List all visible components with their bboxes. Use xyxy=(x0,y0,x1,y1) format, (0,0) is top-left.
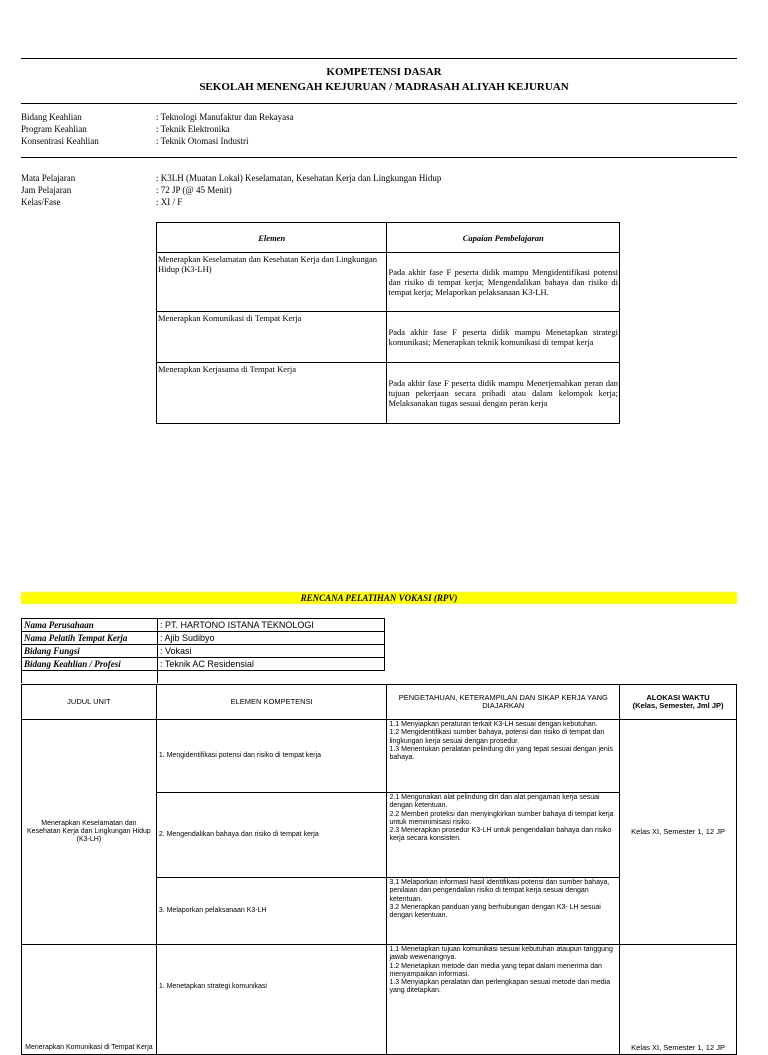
info-block-keahlian xyxy=(21,112,621,146)
info-value: : 72 JP (@ 45 Menit) xyxy=(156,185,232,195)
alokasi-title: ALOKASI WAKTU xyxy=(646,692,710,702)
elemen-cell: Menerapkan Keselamatan dan Kesehatan Kerja dan Lingkungan Hidup (K3-LH) xyxy=(157,253,387,312)
info-label: Mata Pelajaran xyxy=(21,173,76,183)
info-value: : Teknik Otomasi Industri xyxy=(156,136,249,146)
list-item: 2.3 Menerapkan prosedur K3-LH untuk pengendalian bahaya dan risiko kerja secara konsisten. xyxy=(389,827,612,843)
info-label: Nama Pelatih Tempat Kerja xyxy=(22,632,158,645)
elemen-cell: Menerapkan Komunikasi di Tempat Kerja xyxy=(157,312,387,363)
info-rule xyxy=(21,157,737,158)
unit-title-cell: Menerapkan Komunikasi di Tempat Kerja xyxy=(22,945,157,1055)
info-label: Konsentrasi Keahlian xyxy=(21,136,99,146)
top-rule xyxy=(21,58,737,59)
info-label: Jam Pelajaran xyxy=(21,185,72,195)
info-label: Kelas/Fase xyxy=(21,197,61,207)
info-label: Bidang Fungsi xyxy=(22,645,158,658)
column-header-pengetahuan: PENGETAHUAN, KETERAMPILAN DAN SIKAP KERJA YANG DIAJARKAN xyxy=(387,685,620,720)
capaian-cell: Pada akhir fase F peserta didik mampu Menetapkan strategi komunikasi; Menerapkan teknik komunikasi di tempat kerja xyxy=(387,312,620,363)
pengetahuan-cell xyxy=(387,878,620,945)
table-row xyxy=(22,619,385,632)
alokasi-cell: Kelas XI, Semester 1, 12 JP xyxy=(620,945,737,1055)
pengetahuan-cell xyxy=(387,720,620,793)
capaian-table xyxy=(156,222,620,424)
elemen-cell: Menerapkan Kerjasama di Tempat Kerja xyxy=(157,363,387,424)
info-label: Bidang Keahlian xyxy=(21,112,82,122)
info-value: : K3LH (Muatan Lokal) Keselamatan, Kesehatan Kerja dan Lingkungan Hidup xyxy=(156,173,442,183)
info-label: Bidang Keahlian / Profesi xyxy=(22,658,158,671)
column-header-alokasi xyxy=(620,685,737,720)
list-item: 2.1 Mengunakan alat pelindung diri dan alat pengaman kerja sesuai dengan ketentuan. xyxy=(389,794,600,810)
list-item: 1.1 Menyiapkan peraturan terkait K3-LH sesuai dengan kebutuhan. xyxy=(389,721,598,728)
rpv-banner: RENCANA PELATIHAN VOKASI (RPV) xyxy=(21,592,737,604)
table-row xyxy=(157,312,620,363)
info-label: Program Keahlian xyxy=(21,124,87,134)
spacer-cell xyxy=(22,671,158,684)
capaian-cell: Pada akhir fase F peserta didik mampu Mengidentifikasi potensi dan risiko di tempat kerja; Mengendalikan bahaya dan risiko di tempat kerja; Melaporkan pelaksanaan K3-LH. xyxy=(387,253,620,312)
table-row xyxy=(22,645,385,658)
alokasi-subtitle: (Kelas, Semester, Jml JP) xyxy=(632,701,724,710)
pengetahuan-cell xyxy=(387,945,620,1055)
info-value: : Teknologi Manufaktur dan Rekayasa xyxy=(156,112,294,122)
elemen-cell: 3. Melaporkan pelaksanaan K3-LH xyxy=(156,878,387,945)
table-row xyxy=(22,671,385,684)
table-row xyxy=(22,945,737,1055)
elemen-cell: 1. Menetapkan strategi komunikasi xyxy=(156,945,387,1055)
info-value: : Teknik Elektronika xyxy=(156,124,230,134)
spacer-cell xyxy=(158,671,385,684)
list-item: 1.3 Menentukan peralatan pelindung diri yang tepat sesuai dengan jenis bahaya. xyxy=(389,745,613,762)
elemen-cell: 1. Mengidentifikasi potensi dan risiko di tempat kerja xyxy=(156,720,387,793)
list-item: 1.3 Menyiapkan peralatan dan perlengkapan sesuai metode dan media yang ditetapkan. xyxy=(389,979,611,995)
title-rule xyxy=(21,103,737,104)
elemen-cell: 2. Mengendalikan bahaya dan risiko di tempat kerja xyxy=(156,793,387,878)
column-header-judul: JUDUL UNIT xyxy=(22,685,157,720)
list-item: 3.1 Melaporkan informasi hasil identifikasi potensi dan sumber bahaya, penilaian dan pengendalian risiko di tempat kerja sesuai dengan ketentuan. xyxy=(389,879,610,903)
table-row xyxy=(22,720,737,793)
list-item: 3.2 Menerapkan panduan yang berhubungan dengan K3- LH sesuai dengan ketentuan. xyxy=(389,903,601,920)
list-item: 1.1 Menetapkan tujuan komunikasi sesuai kebutuhan ataupun tanggung jawab wewenangnya. xyxy=(389,946,613,962)
document-subtitle: SEKOLAH MENENGAH KEJURUAN / MADRASAH ALIYAH KEJURUAN xyxy=(199,81,569,93)
table-row xyxy=(157,253,620,312)
table-row xyxy=(157,363,620,424)
info-label: Nama Perusahaan xyxy=(22,619,158,632)
capaian-cell: Pada akhir fase F peserta didik mampu Menerjemahkan peran dan tujuan pekerjaan secara pribadi atau dalam kelompok kerja; Melaksanakan tugas sesuai dengan peran kerja xyxy=(387,363,620,424)
info-value: : Vokasi xyxy=(158,645,385,658)
alokasi-cell: Kelas XI, Semester 1, 12 JP xyxy=(620,720,737,945)
info-value: : Teknik AC Residensial xyxy=(158,658,385,671)
info-value: : Ajib Sudibyo xyxy=(158,632,385,645)
info-block-mapel xyxy=(21,173,621,207)
table-header-row xyxy=(157,223,620,253)
list-item: 1.2 Mengidentifikasi sumber bahaya, potensi dan risiko di tempat dan lingkungan kerja sesuai dengan prosedur. xyxy=(389,729,605,745)
pengetahuan-cell xyxy=(387,793,620,878)
table-header-row xyxy=(22,685,737,720)
document-title: KOMPETENSI DASAR xyxy=(326,66,442,78)
table-row xyxy=(22,658,385,671)
column-header-elemen: ELEMEN KOMPETENSI xyxy=(156,685,387,720)
info-value: : XI / F xyxy=(156,197,183,207)
column-header-capaian: Capaian Pembelajaran xyxy=(387,223,620,253)
rpv-info-table xyxy=(21,618,385,683)
info-value: : PT. HARTONO ISTANA TEKNOLOGI xyxy=(158,619,385,632)
unit-title-cell: Menerapkan Keselamatan dan Kesehatan Kerja dan Lingkungan Hidup (K3-LH) xyxy=(22,720,157,945)
list-item: 1.2 Menetapkan metode dan media yang tepat dalam menerima dan menyampaikan informasi. xyxy=(389,962,602,978)
column-header-elemen: Elemen xyxy=(157,223,387,253)
rpv-table xyxy=(21,684,737,1055)
table-row xyxy=(22,632,385,645)
list-item: 2.2 Memberi proteksi dan menyingkirkan sumber bahaya di tempat kerja untuk meminimisasi risiko. xyxy=(389,810,614,826)
